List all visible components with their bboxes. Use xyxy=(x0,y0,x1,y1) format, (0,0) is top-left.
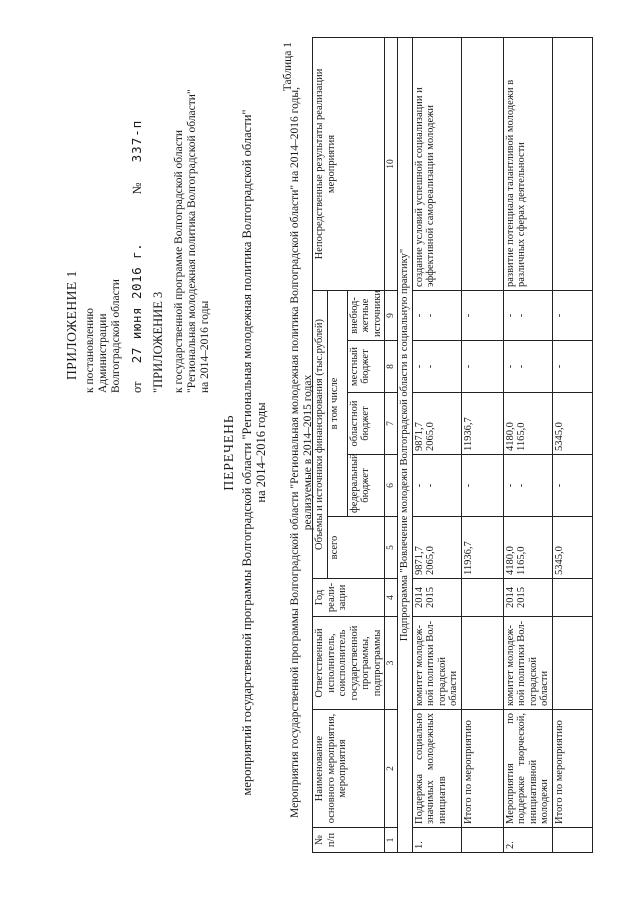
column-number: 9 xyxy=(385,290,398,340)
value: - xyxy=(516,483,527,488)
itogo-regional: 5345,0 xyxy=(552,393,592,455)
row-result: создание условий успешной социализации и эффективной самореализации молодежи xyxy=(412,37,461,290)
itogo-total: 5345,0 xyxy=(552,517,592,579)
row-year: 2015 xyxy=(425,587,436,608)
value: 4180,0 xyxy=(504,422,516,451)
itogo-federal: - xyxy=(461,455,503,517)
row-regional xyxy=(412,393,461,455)
row-total xyxy=(503,517,552,579)
value: 1165,0 xyxy=(516,546,527,575)
document-subtitle-2: на 2014–2016 годы xyxy=(254,402,268,503)
number-label: № xyxy=(130,182,144,195)
column-number: 2 xyxy=(385,710,398,828)
value: 1165,0 xyxy=(516,422,527,451)
row-year: 2014 xyxy=(413,587,425,608)
appendix-line-3: Волгоградской области xyxy=(110,279,122,393)
row-local xyxy=(412,341,461,393)
appendix3-line-2: "Региональная молодежная политика Волгоградской области" xyxy=(186,89,198,393)
value: - xyxy=(413,483,425,488)
table-row-total xyxy=(552,37,592,852)
date-prefix: от xyxy=(130,381,144,393)
header-year: Год реали- зации xyxy=(313,579,385,617)
column-number: 8 xyxy=(385,341,398,393)
appendix-line-2: Администрации xyxy=(97,313,109,393)
itogo-label: Итого по мероприятию xyxy=(461,710,503,828)
appendix3-line-3: на 2014–2016 годы xyxy=(199,300,211,393)
subprogram-title: Подпрограмма "Вовлечение молодежи Волгоградской области в социальную практику" xyxy=(398,37,413,852)
row-years xyxy=(412,579,461,617)
header-total: всего xyxy=(327,517,385,579)
value: - xyxy=(504,483,516,488)
row-name: Мероприятия по поддержке творческой, инициативной молодежи xyxy=(503,710,552,828)
value: 2065,0 xyxy=(425,422,436,451)
value: - xyxy=(425,364,436,369)
date-value: 27 июня 2016 г. xyxy=(129,242,144,364)
row-total xyxy=(412,517,461,579)
value: - xyxy=(425,483,436,488)
table-row xyxy=(503,37,552,852)
column-number: 7 xyxy=(385,393,398,455)
row-result: развитие потенциала талантливой молодежи в различных сферах деятельности xyxy=(503,37,552,290)
header-federal: федеральный бюджет xyxy=(347,455,385,517)
itogo-extra: - xyxy=(552,290,592,340)
row-year: 2014 xyxy=(504,587,516,608)
row-year: 2015 xyxy=(516,587,527,608)
header-funding: Объемы и источники финансирования (тыс.рублей) xyxy=(313,290,328,578)
column-number: 10 xyxy=(385,37,398,290)
table-caption-2: реализуемые в 2014–2015 годах xyxy=(302,374,314,531)
row-regional xyxy=(503,393,552,455)
header-extra: внебюд- жетные источники xyxy=(347,290,385,340)
table-row-total xyxy=(461,37,503,852)
row-federal xyxy=(412,455,461,517)
itogo-regional: 11936,7 xyxy=(461,393,503,455)
resolution-date-row xyxy=(130,120,144,393)
column-number: 4 xyxy=(385,579,398,617)
column-number: 5 xyxy=(385,517,398,579)
table-caption-1: Мероприятия государственной программы Волгоградской области "Региональная молодежная политика Волгоградской области" на 2014–2016 годы, xyxy=(289,87,301,818)
value: - xyxy=(425,313,436,318)
value: - xyxy=(504,313,516,318)
appendix3-line-1: к государственной программе Волгоградской области xyxy=(173,130,185,393)
column-number: 6 xyxy=(385,455,398,517)
appendix3-title: "ПРИЛОЖЕНИЕ 3 xyxy=(151,291,165,393)
column-number: 1 xyxy=(385,828,398,853)
row-federal xyxy=(503,455,552,517)
value: 2065,0 xyxy=(425,546,436,575)
row-local xyxy=(503,341,552,393)
column-number: 3 xyxy=(385,617,398,710)
value: - xyxy=(516,364,527,369)
row-name: Поддержка социально значимых молодежных инициатив xyxy=(412,710,461,828)
value: - xyxy=(413,364,425,369)
value: 9871,7 xyxy=(413,546,425,575)
row-num: 2. xyxy=(503,828,552,853)
appendix-line-1: к постановлению xyxy=(84,308,96,393)
header-num: № п/п xyxy=(313,828,385,853)
itogo-local: - xyxy=(552,341,592,393)
header-regional: областной бюджет xyxy=(347,393,385,455)
table-row xyxy=(412,37,461,852)
row-executor: комитет молодеж- ной политики Вол- гоградской области xyxy=(412,617,461,710)
row-years xyxy=(503,579,552,617)
itogo-total: 11936,7 xyxy=(461,517,503,579)
itogo-extra: - xyxy=(461,290,503,340)
header-executor: Ответственный исполнитель, соисполнитель государственной программы, подпрограммы xyxy=(313,617,385,710)
row-extra xyxy=(412,290,461,340)
document-title: ПЕРЕЧЕНЬ xyxy=(221,414,236,491)
value: - xyxy=(413,313,425,318)
value: 9871,7 xyxy=(413,422,425,451)
itogo-label: Итого по мероприятию xyxy=(552,710,592,828)
row-extra xyxy=(503,290,552,340)
value: - xyxy=(516,313,527,318)
header-name: Наименование основного мероприятия, мероприятия xyxy=(313,710,385,828)
number-value: 337-п xyxy=(129,119,144,163)
header-local: местный бюджет xyxy=(347,341,385,393)
row-num: 1. xyxy=(412,828,461,853)
value: 4180,0 xyxy=(504,546,516,575)
header-including: в том числе xyxy=(327,290,347,516)
itogo-federal: - xyxy=(552,455,592,517)
value: - xyxy=(504,364,516,369)
row-executor: комитет молодеж- ной политики Вол- гоградской области xyxy=(503,617,552,710)
itogo-local: - xyxy=(461,341,503,393)
header-results: Непосредственные результаты реализации мероприятия xyxy=(313,37,385,290)
table-label: Таблица 1 xyxy=(282,42,294,92)
appendix-title: ПРИЛОЖЕНИЕ 1 xyxy=(64,270,79,380)
measures-table xyxy=(312,37,593,853)
document-subtitle-1: мероприятий государственной программы Волгоградской области "Региональная молодежная политика Волгоградской области" xyxy=(240,109,254,796)
